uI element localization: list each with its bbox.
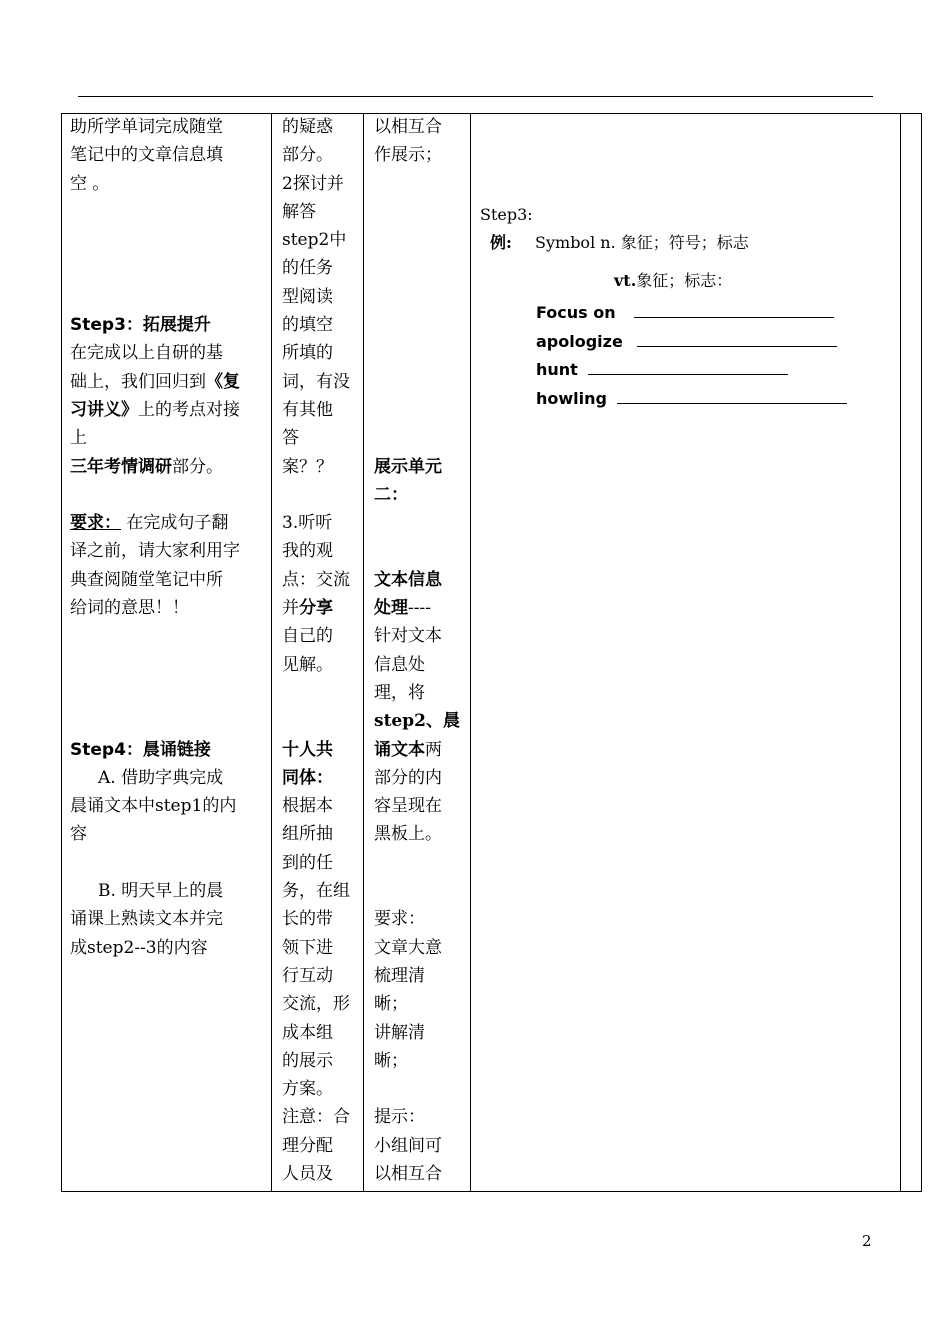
text-block xyxy=(374,764,466,849)
text-line: 习讲义》上的考点对接 xyxy=(70,399,240,420)
text-line: 三年考情调研部分。 xyxy=(70,456,223,477)
step4-heading: Step4：晨诵链接 xyxy=(70,739,211,760)
answer-blank[interactable] xyxy=(634,303,834,318)
text-line: 诵课上熟读文本并完 xyxy=(70,909,223,930)
text-line: 晰； xyxy=(374,1050,408,1071)
answer-blank[interactable] xyxy=(637,332,837,347)
header-rule xyxy=(78,96,873,97)
text-line: 有其他 xyxy=(282,399,333,420)
text-block xyxy=(374,1132,466,1189)
text-line: 础上，我们回归到《复 xyxy=(70,371,240,392)
text-processing-heading: 文本信息 xyxy=(374,569,442,590)
text-line: 以相互合 xyxy=(374,117,442,137)
example-line: 例: Symbol n. 象征；符号；标志 xyxy=(490,233,749,252)
text-line: 组所抽 xyxy=(282,824,333,845)
text-line: 的展示 xyxy=(282,1050,333,1071)
text-line: 所填的 xyxy=(282,343,333,364)
text-line: 方案。 xyxy=(282,1079,333,1100)
text-line: 见解。 xyxy=(282,654,333,675)
text-line: 要求： xyxy=(374,909,425,930)
text-line: 信息处 xyxy=(374,654,425,675)
text-line: 部分的内 xyxy=(374,767,442,788)
text-line: 针对文本 xyxy=(374,626,442,647)
text-line: 的填空 xyxy=(282,315,333,336)
text-line: 交流，形 xyxy=(282,994,350,1015)
phrase-line: howling xyxy=(480,385,892,414)
step3-label: Step3: xyxy=(480,205,533,224)
text-line: 长的带 xyxy=(282,909,333,930)
text-line: 小组间可 xyxy=(374,1135,442,1156)
text-line: 根据本 xyxy=(282,796,333,817)
show-unit-heading: 展示单元 xyxy=(374,456,442,477)
text-line: 的任务 xyxy=(282,258,333,279)
text-line: 3.听听 xyxy=(282,513,333,534)
vt-line: vt.象征；标志： xyxy=(614,271,733,290)
phrase-line: apologize xyxy=(480,328,892,357)
text-line: 文章大意 xyxy=(374,937,442,958)
text-line: 我的观 xyxy=(282,541,333,562)
text-line: A. 借助字典完成 xyxy=(98,767,224,788)
text-line: step2、晨 xyxy=(374,711,460,732)
text-line: 成本组 xyxy=(282,1022,333,1043)
text-line: 容呈现在 xyxy=(374,796,442,817)
text-line: 黑板上。 xyxy=(374,824,442,845)
text-line: 注意：合 xyxy=(282,1107,350,1128)
text-line: 诵文本两 xyxy=(374,739,442,760)
text-line: 处理---- xyxy=(374,598,431,619)
phrase-line: hunt xyxy=(480,356,892,385)
text-block xyxy=(282,792,359,1188)
text-line: 部分。 xyxy=(282,145,333,166)
text-line: 领下进 xyxy=(282,937,333,958)
text-line: 助所学单词完成随堂 xyxy=(70,117,223,137)
text-line: 译之前，请大家利用字 xyxy=(70,541,240,562)
text-line: 笔记中的文章信息填 xyxy=(70,145,223,166)
text-line: 理，将 xyxy=(374,682,425,703)
text-line: 行互动 xyxy=(282,965,333,986)
answer-blank[interactable] xyxy=(617,389,847,404)
text-line: 晨诵文本中step1的内 xyxy=(70,796,237,817)
text-line: 理分配 xyxy=(282,1135,333,1156)
text-line: 答 xyxy=(282,428,299,449)
text-block xyxy=(374,622,466,707)
requirement-label: 要求： xyxy=(70,513,121,534)
text-line: 晰； xyxy=(374,994,408,1015)
text-line: 点：交流 xyxy=(282,569,350,590)
text-line: 自己的 xyxy=(282,626,333,647)
text-line: 到的任 xyxy=(282,852,333,873)
text-line: step2中 xyxy=(282,230,347,251)
phrase-line: Focus on xyxy=(480,299,892,328)
step3-heading: Step3：拓展提升 xyxy=(70,315,211,336)
table-edge-line xyxy=(900,113,922,114)
text-line: 上 xyxy=(70,428,87,449)
text-line: 务，在组 xyxy=(282,881,350,902)
column-student-activities xyxy=(271,113,363,1188)
text-line: 词，有没 xyxy=(282,371,350,392)
text-block xyxy=(374,934,466,1075)
group-heading: 同体： xyxy=(282,767,333,788)
text-line: 以相互合 xyxy=(374,1163,442,1184)
answer-blank[interactable] xyxy=(588,360,788,375)
text-line: 在完成以上自研的基 xyxy=(70,343,223,364)
text-line: 提示： xyxy=(374,1107,425,1128)
text-line: 空 。 xyxy=(70,173,110,194)
text-line: 型阅读 xyxy=(282,286,333,307)
text-line: 容 xyxy=(70,824,87,845)
text-line: B. 明天早上的晨 xyxy=(98,881,224,902)
text-line: 成step2--3的内容 xyxy=(70,937,208,958)
page-number: 2 xyxy=(862,1232,872,1250)
text-line: 梳理清 xyxy=(374,965,425,986)
text-line: 人员及 xyxy=(282,1163,333,1184)
column-notes xyxy=(470,113,900,413)
requirement-line: 要求： 在完成句子翻 xyxy=(70,513,229,534)
text-line: 解答 xyxy=(282,201,316,222)
column-learning-steps xyxy=(61,113,271,962)
text-line: 并分享 xyxy=(282,598,333,619)
text-block xyxy=(282,113,359,481)
text-line: 案？？ xyxy=(282,456,333,477)
text-line: 2探讨并 xyxy=(282,173,344,194)
show-unit-heading: 二： xyxy=(374,484,408,505)
column-divider xyxy=(900,113,901,1192)
text-line: 典查阅随堂笔记中所 xyxy=(70,569,223,590)
text-line: 作展示； xyxy=(374,145,442,166)
text-line: 讲解清 xyxy=(374,1022,425,1043)
text-line: 给词的意思！！ xyxy=(70,598,189,619)
column-presentation xyxy=(363,113,470,1188)
text-line: 的疑惑 xyxy=(282,117,333,137)
group-heading: 十人共 xyxy=(282,739,333,760)
